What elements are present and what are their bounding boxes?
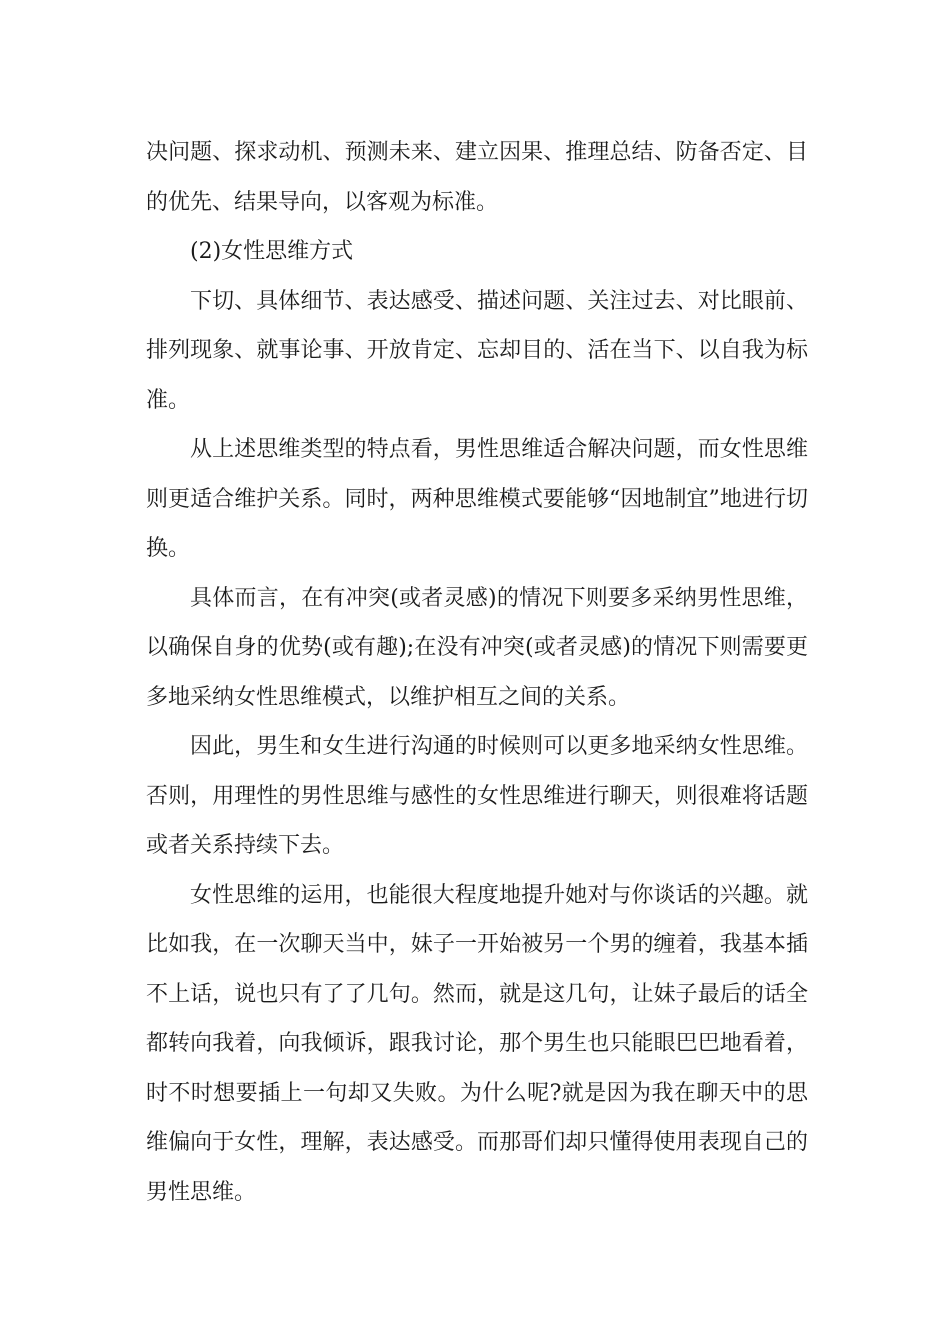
paragraph-female-thinking-traits: 下切、具体细节、表达感受、描述问题、关注过去、对比眼前、排列现象、就事论事、开放肯定、忘却目的、活在当下、以自我为标准。 <box>146 288 808 413</box>
paragraph-personal-example: 女性思维的运用，也能很大程度地提升她对与你谈话的兴趣。就比如我，在一次聊天当中，妹子一开始被另一个男的缠着，我基本插不上话，说也只有了了几句。然而，就是这几句，让妹子最后的话全都转向我着，向我倾诉，跟我讨论，那个男生也只能眼巴巴地看着，时不时想要插上一句却又失败。为什么呢?就是因为我在聊天中的思维偏向于女性，理解，表达感受。而那哥们却只懂得使用表现自己的男性思维。 <box>146 882 808 1205</box>
section-heading-female-thinking: (2)女性思维方式 <box>190 239 354 264</box>
paragraph-continuation: 决问题、探求动机、预测未来、建立因果、推理总结、防备否定、目的优先、结果导向，以客观为标准。 <box>146 140 808 215</box>
paragraph-specific-application: 具体而言，在有冲突(或者灵感)的情况下则要多采纳男性思维，以确保自身的优势(或有趣);在没有冲突(或者灵感)的情况下则需要更多地采纳女性思维模式，以维护相互之间的关系。 <box>146 585 808 710</box>
document-body <box>146 128 808 1217</box>
paragraph-communication-advice: 因此，男生和女生进行沟通的时候则可以更多地采纳女性思维。否则，用理性的男性思维与感性的女性思维进行聊天，则很难将话题或者关系持续下去。 <box>146 734 808 858</box>
paragraph-comparison: 从上述思维类型的特点看，男性思维适合解决问题，而女性思维则更适合维护关系。同时，两种思维模式要能够“因地制宜”地进行切换。 <box>146 437 808 561</box>
